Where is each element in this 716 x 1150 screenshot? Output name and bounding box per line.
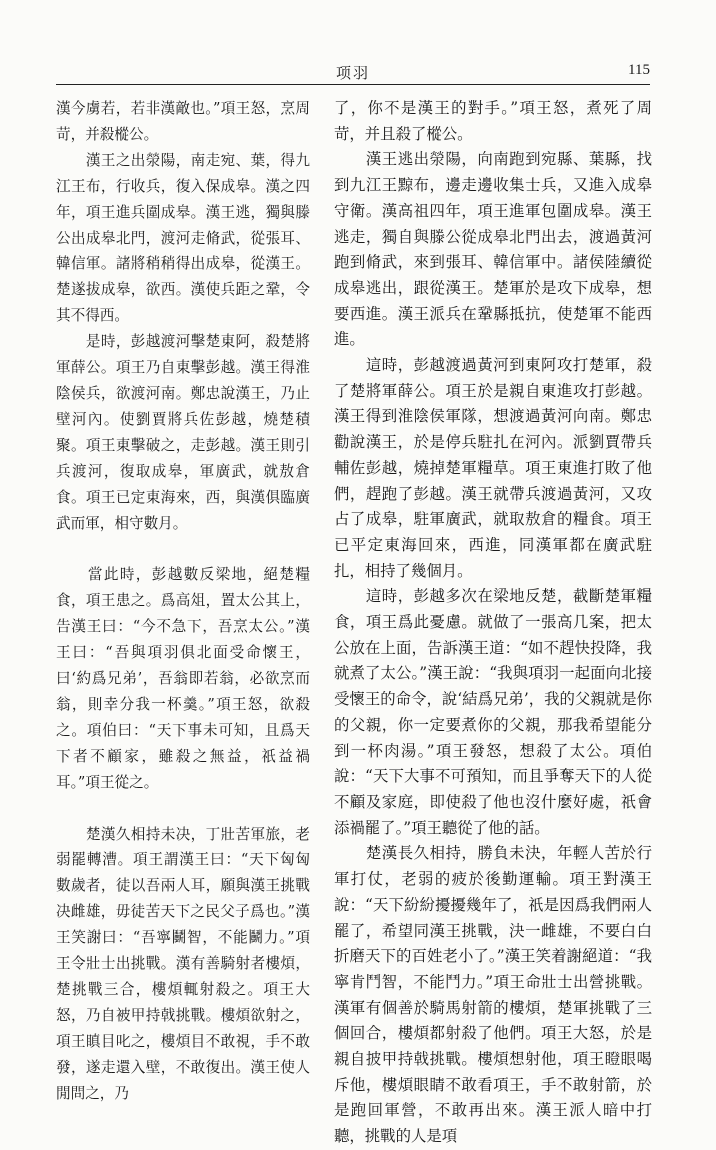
translation-text-column [334, 96, 652, 1150]
classical-text-column [56, 96, 310, 1107]
translation-paragraph: 漢王逃出滎陽，向南跑到宛縣、葉縣，找到九江王黥布，邊走邊收集士兵，又進入成皋守衛。漢高祖四年，項王進軍包圍成皋。漢王逃走，獨自與滕公從成皋北門出去，渡過黃河跑到脩武，來到張耳、韓信軍中。諸侯陸續從成皋逃出，跟從漢王。楚軍於是攻下成皋，想要西進。漢王派兵在鞏縣抵抗，使楚軍不能西進。 [334, 150, 652, 349]
classical-paragraph: 楚漢久相持未决，丁壯苦軍旅，老弱罷轉漕。項王謂漢王曰：“天下匈匈數歲者，徒以吾兩人耳，願與漢王挑戰决雌雄，毋徒苦天下之民父子爲也。”漢王笑謝曰：“吾寧鬭智，不能鬭力。”項王令壯士出挑戰。漢有善騎射者樓煩，楚挑戰三合，樓煩輒射殺之。項王大怒，乃自被甲持戟挑戰。樓煩欲射之，項王瞋目叱之，樓煩目不敢視，手不敢發，遂走還入壁，不敢復出。漢王使人閒問之，乃 [56, 825, 310, 1102]
section-gap [56, 796, 310, 822]
classical-paragraph: 漢今虜若，若非漢敵也。”項王怒，烹周苛，并殺樅公。 [56, 100, 310, 143]
running-title: 项羽 [335, 64, 370, 82]
translation-paragraph: 這時，彭越渡過黃河到東阿攻打楚軍，殺了楚將軍薛公。項王於是親自東進攻打彭越。漢王得到淮陰侯軍隊，想渡過黃河向南。鄭忠勸說漢王，於是停兵駐扎在河內。派劉賈帶兵輔佐彭越，燒掉楚軍糧草。項王東進打敗了他們，趕跑了彭越。漢王就帶兵渡過黃河，又攻占了成皋，駐軍廣武，就取敖倉的糧食。項王已平定東海回來，西進，同漢軍都在廣武駐扎，相持了幾個月。 [334, 356, 652, 580]
translation-paragraph: 楚漢長久相持，勝負未決，年輕人苦於行軍打仗，老弱的疲於後勤運輸。項王對漢王說：“天下紛紛擾擾幾年了，祇是因爲我們兩人罷了，希望同漢王挑戰，決一雌雄，不要白白折磨天下的百姓老小了。”漢王笑着謝絕道：“我寧肯鬥智，不能鬥力。”項王命壯士出營挑戰。漢軍有個善於騎馬射箭的樓煩，楚軍挑戰了三個回合，樓煩都射殺了他們。項王大怒，於是親自披甲持戟挑戰。樓煩想射他，項王瞪眼喝斥他，樓煩眼睛不敢看項王，手不敢射箭，於是跑回軍營，不敢再出來。漢王派人暗中打聽，挑戰的人是項 [334, 844, 652, 1146]
section-gap [56, 536, 310, 562]
classical-paragraph: 漢王之出滎陽，南走宛、葉，得九江王布，行收兵，復入保成皋。漢之四年，項王進兵圍成皋。漢王逃，獨與滕公出成皋北門，渡河走脩武，從張耳、韓信軍。諸將稍稍得出成皋，從漢王。楚遂拔成皋，欲西。漢使兵距之鞏，令其不得西。 [56, 151, 310, 325]
running-header [56, 62, 650, 85]
translation-paragraph: 這時，彭越多次在梁地反楚，截斷楚軍糧食，項王爲此憂慮。就做了一張高几案，把太公放在上面，告訴漢王道：“如不趕快投降，我就煮了太公。”漢王說：“我與項羽一起面向北接受懷王的命令，說‘結爲兄弟’，我的父親就是你的父親，你一定要煮你的父親，那我希望能分到一杯肉湯。”項王發怒，想殺了太公。項伯說：“天下大事不可預知，而且爭奪天下的人從不顧及家庭，即使殺了他也沒什麼好處，祇會添禍罷了。”項王聽從了他的話。 [334, 587, 652, 837]
classical-paragraph: 是時，彭越渡河擊楚東阿，殺楚將軍薛公。項王乃自東擊彭越。漢王得淮陰侯兵，欲渡河南。鄭忠說漢王，乃止壁河內。使劉賈將兵佐彭越，燒楚積聚。項王東擊破之，走彭越。漢王則引兵渡河，復取成皋，軍廣武，就敖倉食。項王已定東海來，西，與漢俱臨廣武而軍，相守數月。 [56, 333, 310, 532]
translation-paragraph: 了，你不是漢王的對手。”項王怒，煮死了周苛，并且殺了樅公。 [334, 99, 652, 143]
page-number: 115 [628, 62, 650, 78]
classical-paragraph: 當此時，彭越數反梁地，絕楚糧食，項王患之。爲高俎，置太公其上，告漢王曰：“今不急下，吾烹太公。”漢王曰：“吾與項羽俱北面受命懷王，曰‘約爲兄弟’，吾翁即若翁，必欲烹而翁，則幸分我一杯羹。”項王怒，欲殺之。項伯曰：“天下事未可知，且爲天下者不顧家，雖殺之無益，祇益禍耳。”項王從之。 [56, 566, 310, 791]
